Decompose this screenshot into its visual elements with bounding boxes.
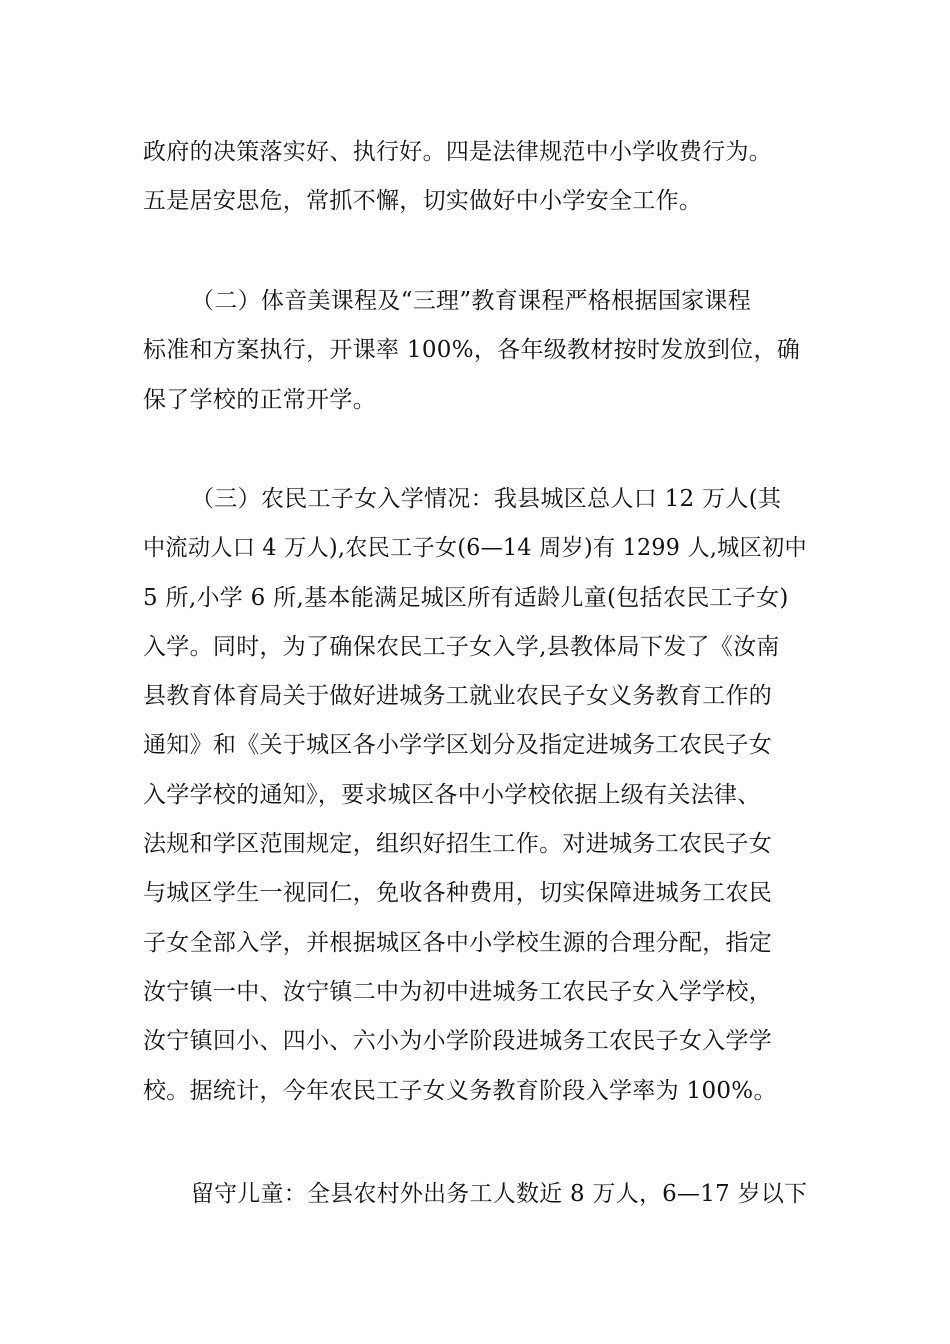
text-line: （三）农民工子女入学情况：我县城区总人口 12 万人(其 [191, 486, 782, 512]
text-line: 通知》和《关于城区各小学学区划分及指定进城务工农民子女 [143, 732, 773, 759]
text-line: 县教育体育局关于做好进城务工就业农民子女义务教育工作的 [143, 683, 773, 710]
paragraph-migrant-children [143, 475, 807, 1116]
text-line: 汝宁镇回小、四小、六小为小学阶段进城务工农民子女入学学 [143, 1028, 773, 1055]
text-line: 保了学校的正常开学。 [143, 386, 376, 413]
text-line: 中流动人口 4 万人),农民工子女(6—14 周岁)有 1299 人,城区初中 [143, 535, 807, 562]
paragraph-left-behind-children [143, 1170, 807, 1219]
text-line: 5 所,小学 6 所,基本能满足城区所有适龄儿童(包括农民工子女) [143, 584, 789, 611]
text-line: 留守儿童：全县农村外出务工人数近 8 万人，6—17 岁以下 [190, 1181, 808, 1207]
text-line: 标准和方案执行，开课率 100%，各年级教材按时发放到位，确 [143, 337, 801, 364]
text-line: 与城区学生一视同仁，免收各种费用，切实保障进城务工农民 [143, 880, 773, 907]
paragraph-curriculum [143, 277, 807, 425]
paragraph-policy-summary [143, 128, 807, 227]
text-line: 入学学校的通知》，要求城区各中小学校依据上级有关法律、 [143, 781, 761, 808]
text-line: 入学。同时，为了确保农民工子女入学,县教体局下发了《汝南 [143, 633, 780, 660]
text-line: 汝宁镇一中、汝宁镇二中为初中进城务工农民子女入学学校， [143, 978, 773, 1005]
text-line: 校。据统计，今年农民工子女义务教育阶段入学率为 100%。 [143, 1077, 777, 1104]
text-line: 子女全部入学，并根据城区各中小学校生源的合理分配，指定 [143, 929, 773, 956]
text-line: 政府的决策落实好、执行好。四是法律规范中小学收费行为。 [143, 139, 773, 165]
text-line: 五是居安思危，常抓不懈，切实做好中小学安全工作。 [143, 188, 703, 215]
text-line: （二）体音美课程及“三理”教育课程严格根据国家课程 [191, 288, 752, 314]
text-line: 法规和学区范围规定，组织好招生工作。对进城务工农民子女 [143, 831, 773, 858]
